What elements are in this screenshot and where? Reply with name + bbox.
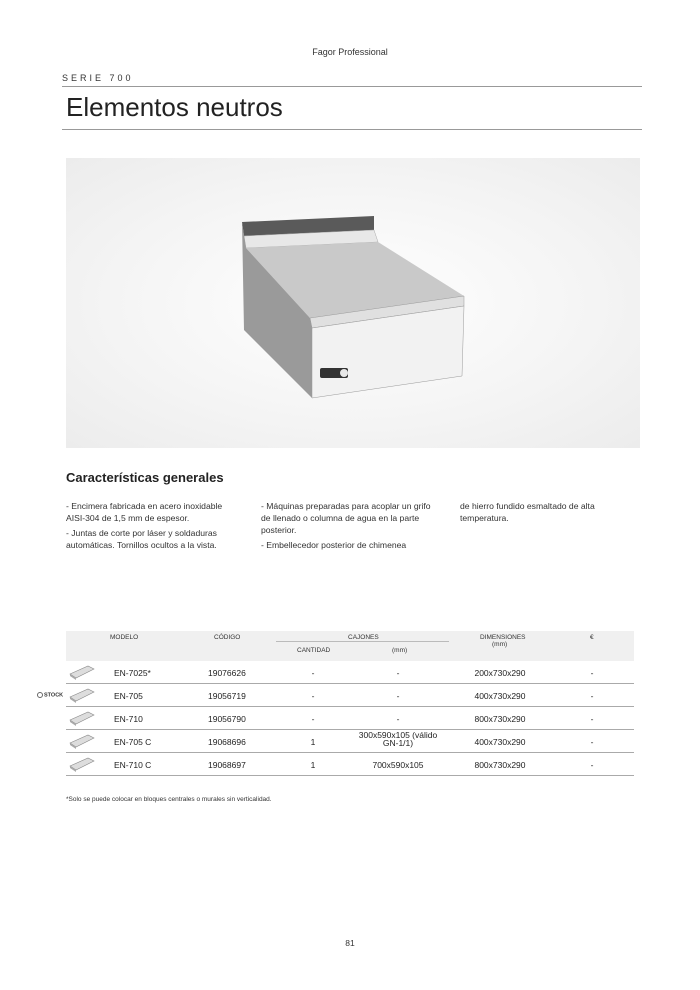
table-row xyxy=(66,730,634,753)
cell-precio: - xyxy=(590,714,594,724)
table-body xyxy=(66,661,634,776)
table-row xyxy=(66,661,634,684)
cell-codigo: 19056719 xyxy=(208,691,246,701)
cell-modelo: EN-7025* xyxy=(114,668,151,678)
cell-precio: - xyxy=(590,691,594,701)
header-cantidad: CANTIDAD xyxy=(297,647,331,654)
header-cajones-mm: (mm) xyxy=(392,647,408,654)
cell-cajones-mm: - xyxy=(396,668,400,678)
cell-precio: - xyxy=(590,760,594,770)
header-divider xyxy=(276,641,449,642)
header-price: € xyxy=(590,634,594,641)
cell-modelo: EN-710 C xyxy=(114,760,152,770)
cell-codigo: 19068697 xyxy=(208,760,246,770)
cell-dimensiones: 200x730x290 xyxy=(474,668,526,678)
cell-cajones-mm: 300x590x105 (válido GN-1/1) xyxy=(358,730,438,748)
cell-cantidad: - xyxy=(311,691,315,701)
features-heading: Características generales xyxy=(66,470,224,485)
header-dimensiones-unit: (mm) xyxy=(492,641,508,648)
features-column-2 xyxy=(261,500,441,554)
cell-dimensiones: 400x730x290 xyxy=(474,737,526,747)
cell-codigo: 19076626 xyxy=(208,668,246,678)
product-photo xyxy=(66,158,640,448)
header-dimensiones: DIMENSIONES xyxy=(480,634,526,641)
cell-dimensiones: 800x730x290 xyxy=(474,714,526,724)
cell-codigo: 19056790 xyxy=(208,714,246,724)
feature-item: de hierro fundido esmaltado de alta temperatura. xyxy=(460,501,595,523)
series-label: SERIE 700 xyxy=(62,73,134,83)
cell-dimensiones: 800x730x290 xyxy=(474,760,526,770)
page-number: 81 xyxy=(345,938,355,948)
cell-precio: - xyxy=(590,668,594,678)
feature-item: - Máquinas preparadas para acoplar un grifo de llenado o columna de agua en la parte posterior. xyxy=(261,501,431,535)
table-header xyxy=(66,631,634,661)
header-modelo: MODELO xyxy=(110,634,139,641)
divider xyxy=(62,86,642,87)
product-thumbnail xyxy=(68,686,96,704)
feature-item: - Encimera fabricada en acero inoxidable AISI-304 de 1,5 mm de espesor. xyxy=(66,501,223,523)
features-column-1 xyxy=(66,500,238,554)
page-title: Elementos neutros xyxy=(66,92,283,122)
cell-modelo: EN-705 C xyxy=(114,737,152,747)
feature-item: - Juntas de corte por láser y soldaduras automáticas. Tornillos ocultos a la vista. xyxy=(66,528,217,550)
product-thumbnail xyxy=(68,663,96,681)
cell-cajones-mm: - xyxy=(396,691,400,701)
cell-precio: - xyxy=(590,737,594,747)
table-row xyxy=(66,684,634,707)
cell-cantidad: 1 xyxy=(310,760,316,770)
stock-indicator xyxy=(37,692,63,698)
header-cajones: CAJONES xyxy=(348,634,379,641)
feature-item: - Embellecedor posterior de chimenea xyxy=(261,540,407,550)
cell-cajones-mm: 700x590x105 xyxy=(372,760,424,770)
brand-name: Fagor Professional xyxy=(312,47,388,57)
cell-cajones-mm: - xyxy=(396,714,400,724)
header-codigo: CÓDIGO xyxy=(214,634,241,641)
product-thumbnail xyxy=(68,755,96,773)
product-thumbnail xyxy=(68,709,96,727)
cell-dimensiones: 400x730x290 xyxy=(474,691,526,701)
cell-modelo: EN-705 xyxy=(114,691,143,701)
cell-modelo: EN-710 xyxy=(114,714,143,724)
features-column-3 xyxy=(460,500,620,527)
cell-cantidad: 1 xyxy=(310,737,316,747)
cell-cantidad: - xyxy=(311,668,315,678)
product-thumbnail xyxy=(68,732,96,750)
divider xyxy=(62,129,642,130)
cell-cantidad: - xyxy=(311,714,315,724)
stock-icon xyxy=(37,692,43,698)
product-table xyxy=(66,631,634,776)
table-row xyxy=(66,753,634,776)
cell-codigo: 19068696 xyxy=(208,737,246,747)
neutral-element-illustration xyxy=(66,158,640,448)
stock-label: STOCK xyxy=(44,692,64,699)
table-row xyxy=(66,707,634,730)
footnote: *Solo se puede colocar en bloques centrales o murales sin verticalidad. xyxy=(66,796,272,803)
